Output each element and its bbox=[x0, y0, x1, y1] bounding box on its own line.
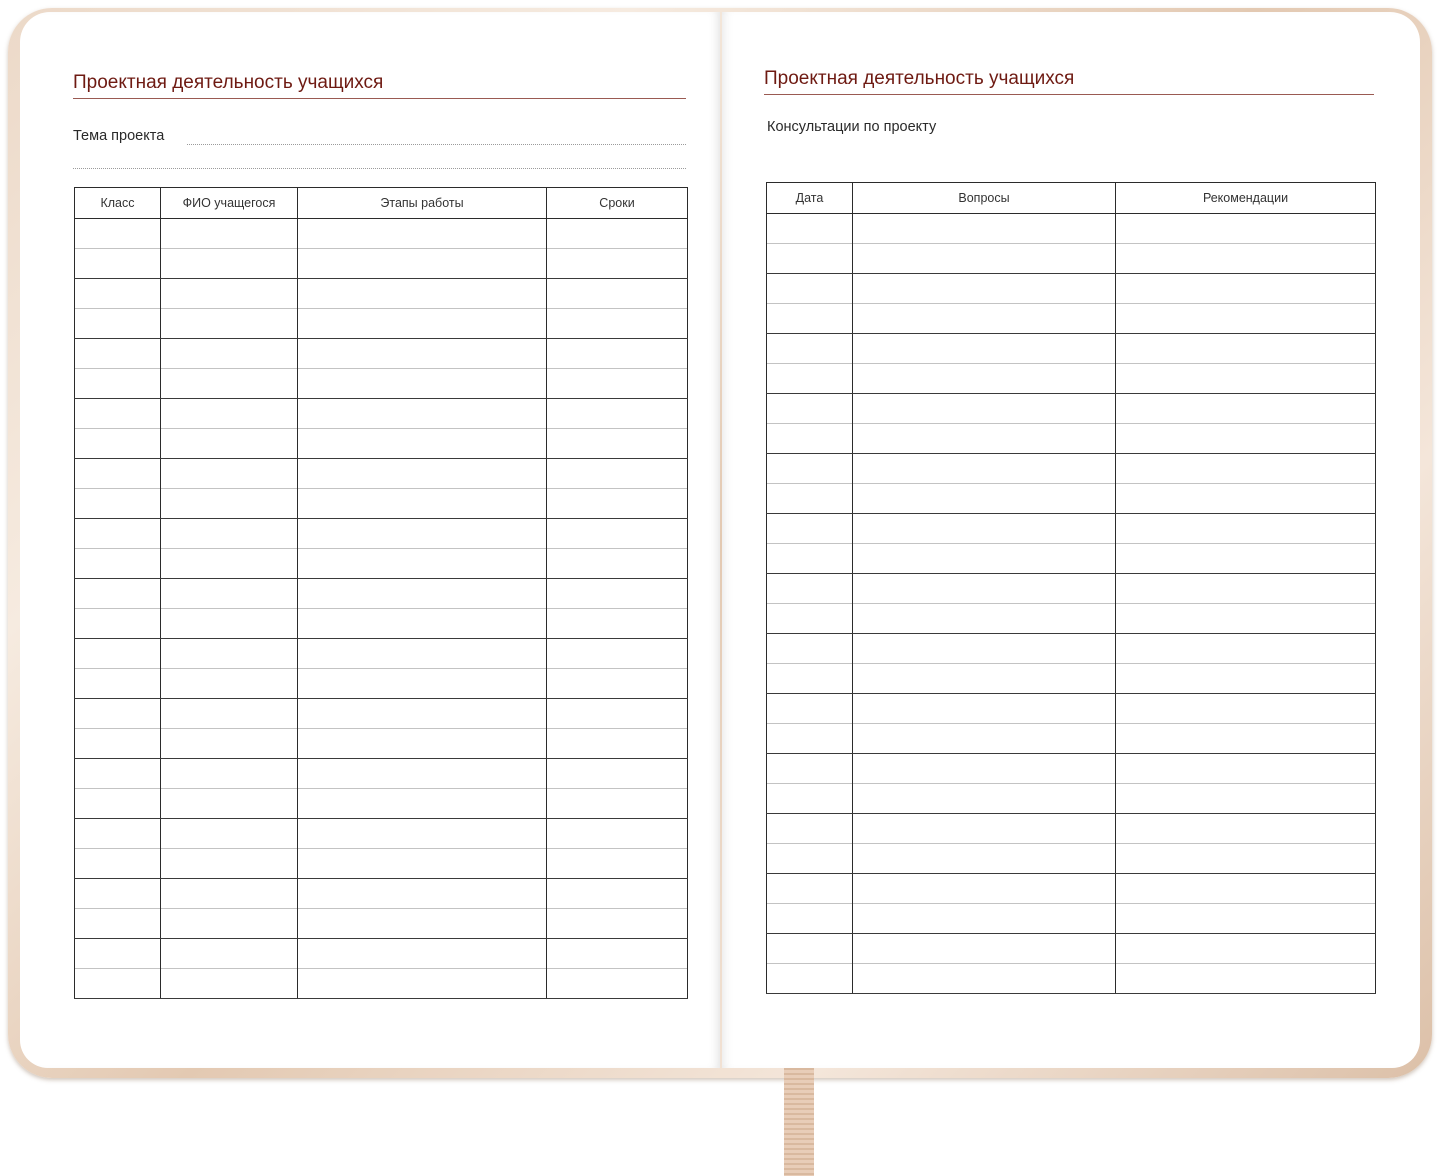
table-cell[interactable] bbox=[853, 574, 1116, 634]
table-cell[interactable] bbox=[767, 274, 853, 334]
table-cell[interactable] bbox=[853, 814, 1116, 874]
table-row bbox=[75, 459, 688, 519]
table-cell[interactable] bbox=[161, 639, 298, 699]
bookmark-ribbon[interactable] bbox=[784, 1060, 814, 1176]
table-cell[interactable] bbox=[1116, 514, 1376, 574]
table-cell[interactable] bbox=[853, 214, 1116, 274]
table-cell[interactable] bbox=[767, 214, 853, 274]
table-row bbox=[767, 694, 1376, 754]
table-cell[interactable] bbox=[161, 699, 298, 759]
table-cell[interactable] bbox=[547, 759, 688, 819]
table-cell[interactable] bbox=[75, 339, 161, 399]
table-cell[interactable] bbox=[1116, 214, 1376, 274]
table-row bbox=[767, 934, 1376, 994]
header-student-name: ФИО учащегося bbox=[161, 188, 298, 219]
table-row bbox=[75, 399, 688, 459]
table-row bbox=[767, 634, 1376, 694]
table-cell[interactable] bbox=[1116, 694, 1376, 754]
table-cell[interactable] bbox=[547, 639, 688, 699]
table-row bbox=[75, 519, 688, 579]
table-cell[interactable] bbox=[1116, 394, 1376, 454]
table-cell[interactable] bbox=[161, 279, 298, 339]
table-row bbox=[767, 214, 1376, 274]
table-cell[interactable] bbox=[75, 819, 161, 879]
table-cell[interactable] bbox=[1116, 454, 1376, 514]
table-cell[interactable] bbox=[161, 399, 298, 459]
table-cell[interactable] bbox=[1116, 334, 1376, 394]
header-date: Дата bbox=[767, 183, 853, 214]
table-row bbox=[75, 699, 688, 759]
table-cell[interactable] bbox=[298, 279, 547, 339]
table-cell[interactable] bbox=[1116, 874, 1376, 934]
table-cell[interactable] bbox=[767, 934, 853, 994]
table-row bbox=[767, 574, 1376, 634]
topic-input-line-2[interactable] bbox=[73, 168, 686, 169]
table-cell[interactable] bbox=[75, 399, 161, 459]
table-cell[interactable] bbox=[298, 879, 547, 939]
table-row bbox=[767, 814, 1376, 874]
left-page-title: Проектная деятельность учащихся bbox=[73, 72, 384, 93]
table-row bbox=[75, 639, 688, 699]
table-cell[interactable] bbox=[161, 579, 298, 639]
students-table bbox=[74, 187, 688, 999]
table-cell[interactable] bbox=[767, 454, 853, 514]
table-row bbox=[75, 279, 688, 339]
table-cell[interactable] bbox=[767, 754, 853, 814]
topic-input-line[interactable] bbox=[187, 144, 686, 145]
table-cell[interactable] bbox=[75, 579, 161, 639]
table-cell[interactable] bbox=[75, 519, 161, 579]
table-cell[interactable] bbox=[298, 939, 547, 999]
table-cell[interactable] bbox=[853, 874, 1116, 934]
table-cell[interactable] bbox=[298, 639, 547, 699]
table-row bbox=[75, 759, 688, 819]
table-cell[interactable] bbox=[75, 699, 161, 759]
table-cell[interactable] bbox=[161, 219, 298, 279]
table-header-row bbox=[75, 188, 688, 219]
table-row bbox=[75, 819, 688, 879]
table-cell[interactable] bbox=[161, 879, 298, 939]
right-page bbox=[722, 12, 1420, 1068]
table-cell[interactable] bbox=[75, 459, 161, 519]
table-cell[interactable] bbox=[853, 454, 1116, 514]
header-deadlines: Сроки bbox=[547, 188, 688, 219]
table-cell[interactable] bbox=[767, 874, 853, 934]
header-class: Класс bbox=[75, 188, 161, 219]
table-cell[interactable] bbox=[161, 819, 298, 879]
table-cell[interactable] bbox=[298, 519, 547, 579]
table-cell[interactable] bbox=[547, 879, 688, 939]
table-row bbox=[767, 754, 1376, 814]
table-cell[interactable] bbox=[767, 334, 853, 394]
table-cell[interactable] bbox=[853, 934, 1116, 994]
table-cell[interactable] bbox=[547, 939, 688, 999]
table-cell[interactable] bbox=[547, 399, 688, 459]
table-cell[interactable] bbox=[298, 759, 547, 819]
table-cell[interactable] bbox=[853, 694, 1116, 754]
table-cell[interactable] bbox=[298, 819, 547, 879]
table-cell[interactable] bbox=[547, 279, 688, 339]
header-work-stages: Этапы работы bbox=[298, 188, 547, 219]
table-cell[interactable] bbox=[767, 694, 853, 754]
table-row bbox=[767, 334, 1376, 394]
table-cell[interactable] bbox=[853, 634, 1116, 694]
table-cell[interactable] bbox=[853, 754, 1116, 814]
table-cell[interactable] bbox=[75, 219, 161, 279]
table-cell[interactable] bbox=[298, 579, 547, 639]
consultations-label: Консультации по проекту bbox=[767, 119, 937, 135]
table-cell[interactable] bbox=[298, 339, 547, 399]
table-cell[interactable] bbox=[161, 459, 298, 519]
right-title-underline bbox=[764, 94, 1374, 95]
table-cell[interactable] bbox=[1116, 754, 1376, 814]
table-cell[interactable] bbox=[853, 274, 1116, 334]
table-cell[interactable] bbox=[853, 514, 1116, 574]
table-cell[interactable] bbox=[767, 814, 853, 874]
table-cell[interactable] bbox=[547, 699, 688, 759]
table-cell[interactable] bbox=[75, 639, 161, 699]
table-row bbox=[767, 514, 1376, 574]
table-cell[interactable] bbox=[547, 339, 688, 399]
table-cell[interactable] bbox=[1116, 574, 1376, 634]
table-row bbox=[75, 879, 688, 939]
table-cell[interactable] bbox=[853, 334, 1116, 394]
table-cell[interactable] bbox=[75, 879, 161, 939]
table-header-row bbox=[767, 183, 1376, 214]
table-cell[interactable] bbox=[161, 339, 298, 399]
table-cell[interactable] bbox=[161, 519, 298, 579]
topic-label: Тема проекта bbox=[73, 128, 165, 144]
table-row bbox=[767, 274, 1376, 334]
table-row bbox=[75, 939, 688, 999]
header-questions: Вопросы bbox=[853, 183, 1116, 214]
table-cell[interactable] bbox=[767, 574, 853, 634]
table-cell[interactable] bbox=[298, 399, 547, 459]
table-row bbox=[75, 579, 688, 639]
table-cell[interactable] bbox=[75, 279, 161, 339]
table-cell[interactable] bbox=[75, 759, 161, 819]
table-cell[interactable] bbox=[1116, 634, 1376, 694]
table-cell[interactable] bbox=[547, 819, 688, 879]
table-cell[interactable] bbox=[547, 459, 688, 519]
table-cell[interactable] bbox=[298, 699, 547, 759]
table-cell[interactable] bbox=[767, 514, 853, 574]
right-page-title: Проектная деятельность учащихся bbox=[764, 68, 1075, 89]
table-cell[interactable] bbox=[298, 459, 547, 519]
table-cell[interactable] bbox=[767, 394, 853, 454]
header-recommendations: Рекомендации bbox=[1116, 183, 1376, 214]
table-cell[interactable] bbox=[547, 519, 688, 579]
table-cell[interactable] bbox=[75, 939, 161, 999]
table-cell[interactable] bbox=[853, 394, 1116, 454]
table-cell[interactable] bbox=[298, 219, 547, 279]
table-row bbox=[767, 454, 1376, 514]
table-cell[interactable] bbox=[161, 759, 298, 819]
table-cell[interactable] bbox=[1116, 814, 1376, 874]
table-cell[interactable] bbox=[1116, 934, 1376, 994]
consultations-table bbox=[766, 182, 1376, 994]
table-row bbox=[75, 339, 688, 399]
table-row bbox=[767, 874, 1376, 934]
table-cell[interactable] bbox=[547, 219, 688, 279]
table-cell[interactable] bbox=[767, 634, 853, 694]
table-cell[interactable] bbox=[547, 579, 688, 639]
table-cell[interactable] bbox=[1116, 274, 1376, 334]
table-row bbox=[75, 219, 688, 279]
left-title-underline bbox=[73, 98, 686, 99]
table-cell[interactable] bbox=[161, 939, 298, 999]
left-page bbox=[20, 12, 720, 1068]
table-row bbox=[767, 394, 1376, 454]
